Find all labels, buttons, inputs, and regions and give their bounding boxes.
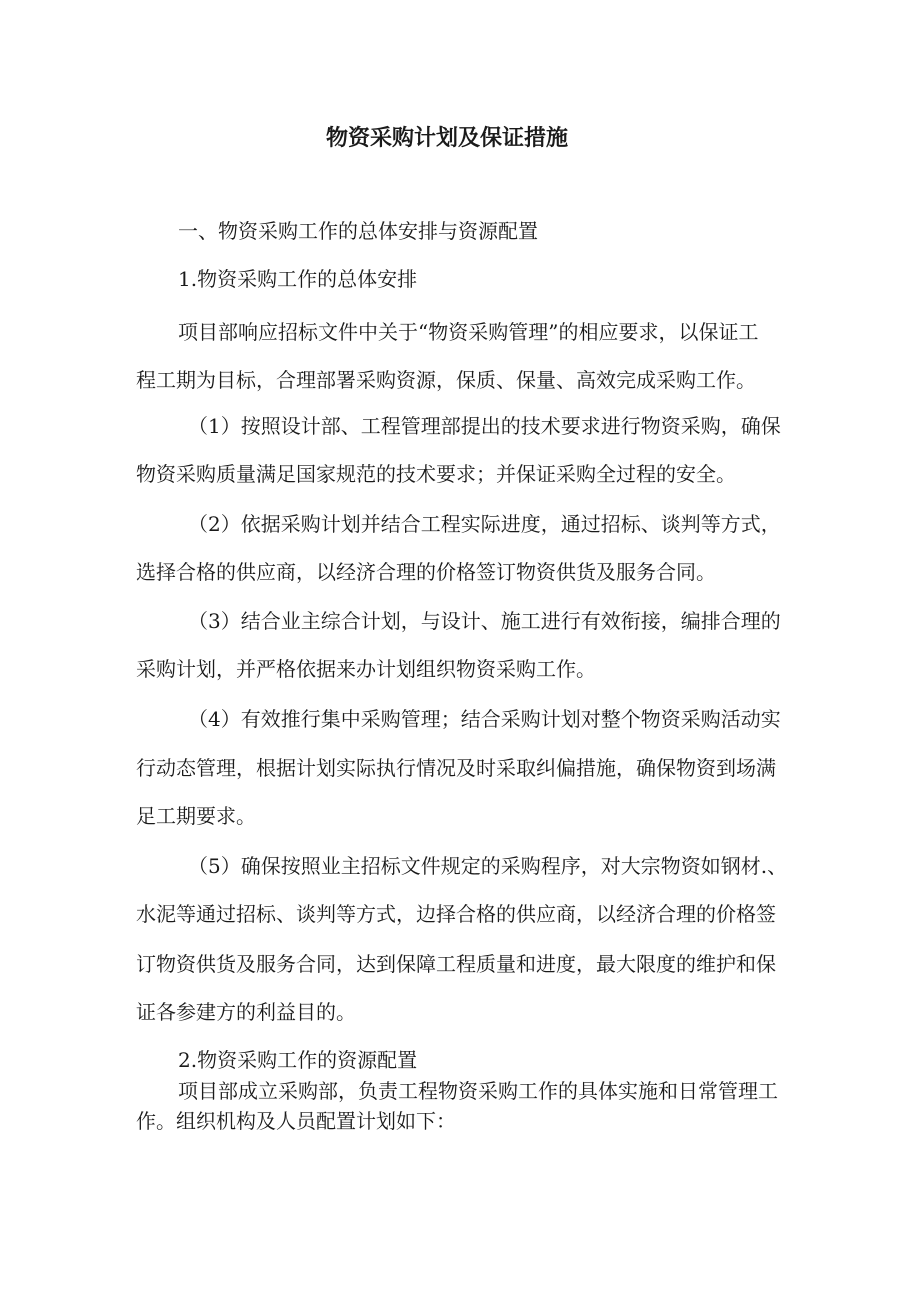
resource-line-2: 作。组织机构及人员配置计划如下： [136, 1109, 456, 1133]
subsection-heading-2: 2.物资采购工作的资源配置 [178, 1048, 418, 1072]
item-4-line-2: 行动态管理，根据计划实际执行情况及时采取纠偏措施，确保物资到场满 [136, 756, 776, 780]
item-4-line-3: 足工期要求。 [136, 804, 256, 828]
item-3-line-2: 采购计划，并严格依据来办计划组织物资采购工作。 [136, 657, 596, 681]
intro-line-1: 项目部响应招标文件中关于“物资采购管理”的相应要求，以保证工 [178, 320, 759, 344]
intro-line-2: 程工期为目标，合理部署采购资源，保质、保量、高效完成采购工作。 [136, 368, 756, 392]
item-5-line-2: 水泥等通过招标、谈判等方式，边择合格的供应商，以经济合理的价格签 [136, 902, 776, 926]
item-1-line-2: 物资采购质量满足国家规范的技术要求；并保证采购全过程的安全。 [136, 462, 736, 486]
subsection-heading-1: 1.物资采购工作的总体安排 [178, 267, 418, 291]
item-1-line-1: （1）按照设计部、工程管理部提出的技术要求进行物资采购，确保 [188, 414, 781, 438]
item-4-line-1: （4）有效推行集中采购管理；结合采购计划对整个物资采购活动实 [188, 707, 781, 731]
item-2-line-2: 选择合格的供应商，以经济合理的价格签订物资供货及服务合同。 [136, 560, 716, 584]
item-5-line-4: 证各参建方的利益目的。 [136, 1000, 356, 1024]
resource-line-1: 项目部成立采购部，负责工程物资采购工作的具体实施和日常管理工 [178, 1079, 778, 1103]
item-5-line-3: 订物资供货及服务合同，达到保障工程质量和进度，最大限度的维护和保 [136, 952, 776, 976]
item-5-line-1: （5）确保按照业主招标文件规定的采购程序，对大宗物资如钢材.、 [188, 854, 788, 878]
item-2-line-1: （2）依据采购计划并结合工程实际进度，通过招标、谈判等方式， [188, 512, 781, 536]
document-title: 物资采购计划及保证措施 [326, 125, 569, 151]
section-heading-1: 一、物资采购工作的总体安排与资源配置 [178, 219, 538, 243]
item-3-line-1: （3）结合业主综合计划，与设计、施工进行有效衔接，编排合理的 [188, 609, 781, 633]
